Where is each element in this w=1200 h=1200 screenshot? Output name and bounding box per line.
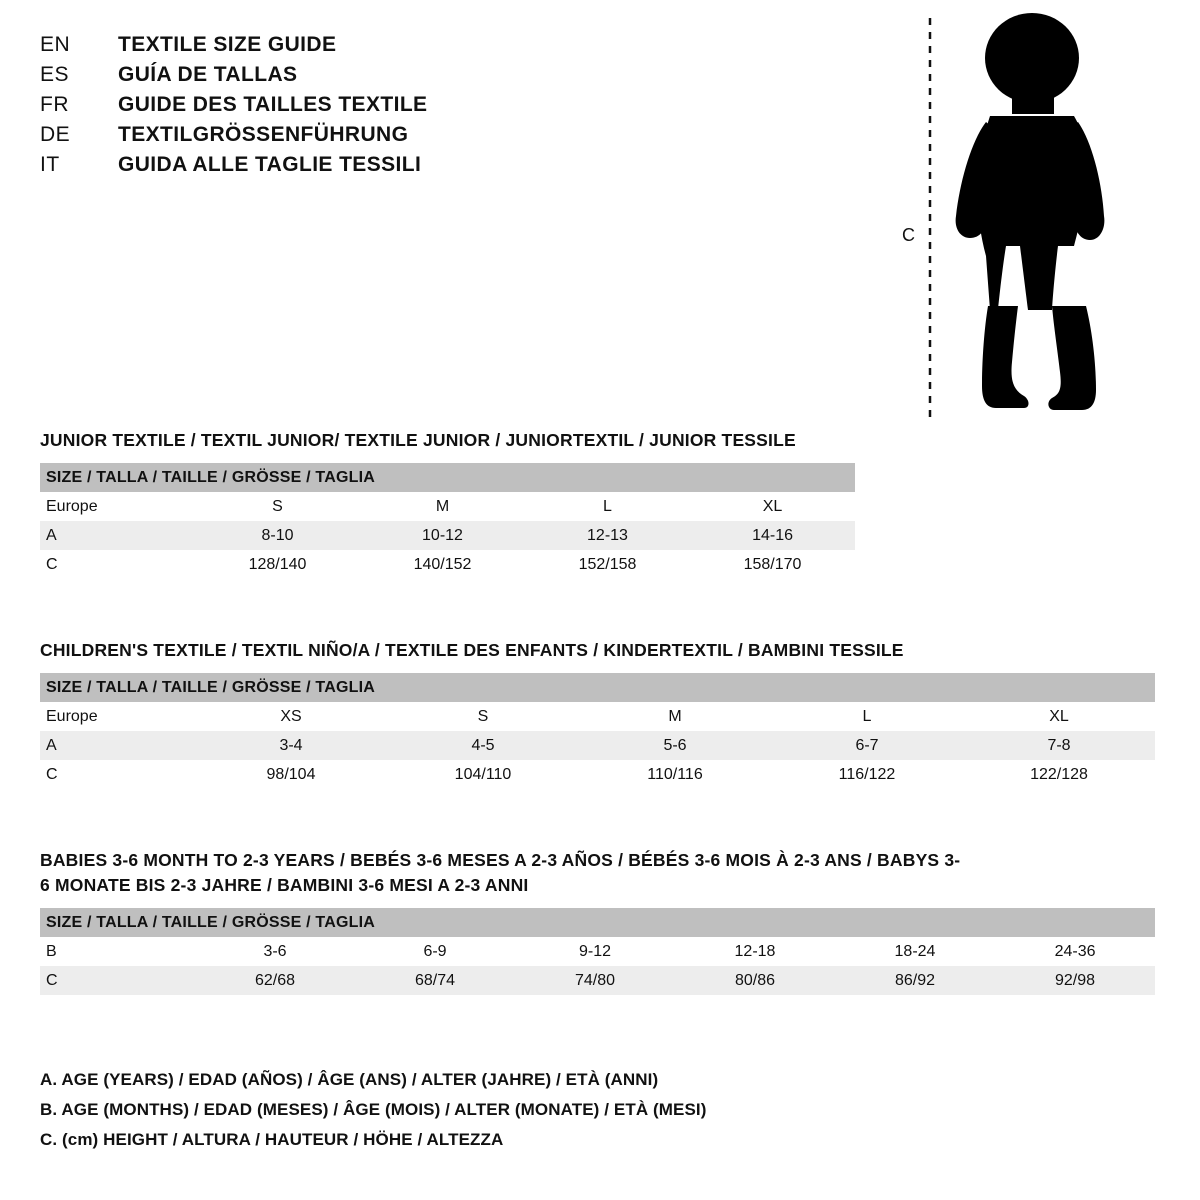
table-cell: S: [387, 702, 579, 731]
table-cell: 24-36: [995, 937, 1155, 966]
table-cell: 14-16: [690, 521, 855, 550]
silhouette-shape: [956, 13, 1105, 410]
table-cell: 18-24: [835, 937, 995, 966]
table-row: [40, 760, 1155, 789]
table-cell: 152/158: [525, 550, 690, 579]
language-title-fr: GUIDE DES TAILLES TEXTILE: [118, 93, 428, 116]
language-row: [40, 60, 640, 90]
section-babies: [40, 848, 1160, 995]
row-label: C: [40, 966, 195, 995]
language-code-it: IT: [40, 153, 60, 176]
language-code-de: DE: [40, 123, 71, 146]
section-children: [40, 638, 1160, 789]
legend-line-c: C. (cm) HEIGHT / ALTURA / HAUTEUR / HÖHE / ALTEZZA: [40, 1130, 504, 1149]
table-cell: L: [525, 492, 690, 521]
language-row: [40, 90, 640, 120]
table-header-band: [40, 908, 1155, 937]
table-cell: 104/110: [387, 760, 579, 789]
table-junior: [40, 463, 855, 579]
table-cell: 140/152: [360, 550, 525, 579]
table-cell: 128/140: [195, 550, 360, 579]
table-cell: XL: [690, 492, 855, 521]
section-title-children: CHILDREN'S TEXTILE / TEXTIL NIÑO/A / TEXTILE DES ENFANTS / KINDERTEXTIL / BAMBINI TESSILE: [40, 640, 904, 660]
figure-area: [902, 10, 1142, 430]
legend-line-b: B. AGE (MONTHS) / EDAD (MESES) / ÂGE (MOIS) / ALTER (MONATE) / ETÀ (MESI): [40, 1100, 707, 1119]
table-cell: 122/128: [963, 760, 1155, 789]
language-title-block: [40, 30, 640, 180]
size-band-label: SIZE / TALLA / TAILLE / GRÖSSE / TAGLIA: [40, 463, 855, 492]
table-cell: 68/74: [355, 966, 515, 995]
table-cell: 12-13: [525, 521, 690, 550]
table-children: [40, 673, 1155, 789]
table-babies: [40, 908, 1155, 995]
section-title-junior: JUNIOR TEXTILE / TEXTIL JUNIOR/ TEXTILE JUNIOR / JUNIORTEXTIL / JUNIOR TESSILE: [40, 430, 796, 450]
language-title-es: GUÍA DE TALLAS: [118, 63, 298, 86]
table-cell: M: [579, 702, 771, 731]
row-label: Europe: [40, 492, 195, 521]
table-cell: 12-18: [675, 937, 835, 966]
row-label: B: [40, 937, 195, 966]
section-title-babies: BABIES 3-6 MONTH TO 2-3 YEARS / BEBÉS 3-6 MESES A 2-3 AÑOS / BÉBÉS 3-6 MOIS À 2-3 ANS / BABYS 3-6 MONATE BIS 2-3 JAHRE / BAMBINI 3-6 MESI A 2-3 ANNI: [40, 850, 961, 895]
size-band-label: SIZE / TALLA / TAILLE / GRÖSSE / TAGLIA: [40, 673, 1155, 702]
height-marker-label: C: [902, 225, 915, 245]
table-cell: 86/92: [835, 966, 995, 995]
language-title-en: TEXTILE SIZE GUIDE: [118, 33, 337, 56]
table-header-band: [40, 463, 855, 492]
table-row: [40, 550, 855, 579]
language-row: [40, 120, 640, 150]
table-cell: XL: [963, 702, 1155, 731]
language-code-en: EN: [40, 33, 71, 56]
language-row: [40, 30, 640, 60]
language-code-es: ES: [40, 63, 70, 86]
table-cell: 10-12: [360, 521, 525, 550]
table-cell: 9-12: [515, 937, 675, 966]
language-title-de: TEXTILGRÖSSENFÜHRUNG: [118, 123, 409, 146]
section-junior: [40, 428, 1160, 579]
table-cell: 110/116: [579, 760, 771, 789]
row-label: C: [40, 550, 195, 579]
table-cell: S: [195, 492, 360, 521]
row-label: C: [40, 760, 195, 789]
table-cell: XS: [195, 702, 387, 731]
row-label: A: [40, 731, 195, 760]
table-cell: L: [771, 702, 963, 731]
legend-block: [40, 1065, 1160, 1155]
table-cell: 6-9: [355, 937, 515, 966]
table-cell: 5-6: [579, 731, 771, 760]
child-silhouette-icon: [902, 10, 1142, 430]
table-row: [40, 702, 1155, 731]
table-cell: 74/80: [515, 966, 675, 995]
language-row: [40, 150, 640, 180]
row-label: Europe: [40, 702, 195, 731]
legend-line-a: A. AGE (YEARS) / EDAD (AÑOS) / ÂGE (ANS) / ALTER (JAHRE) / ETÀ (ANNI): [40, 1070, 659, 1089]
table-row: [40, 492, 855, 521]
table-cell: 62/68: [195, 966, 355, 995]
table-cell: 98/104: [195, 760, 387, 789]
table-cell: 80/86: [675, 966, 835, 995]
table-cell: 158/170: [690, 550, 855, 579]
table-row: [40, 521, 855, 550]
table-cell: 3-6: [195, 937, 355, 966]
row-label: A: [40, 521, 195, 550]
table-cell: M: [360, 492, 525, 521]
table-cell: 3-4: [195, 731, 387, 760]
table-cell: 8-10: [195, 521, 360, 550]
table-cell: 4-5: [387, 731, 579, 760]
language-title-it: GUIDA ALLE TAGLIE TESSILI: [118, 153, 422, 176]
table-cell: 92/98: [995, 966, 1155, 995]
table-cell: 6-7: [771, 731, 963, 760]
table-row: [40, 966, 1155, 995]
table-header-band: [40, 673, 1155, 702]
table-row: [40, 937, 1155, 966]
language-code-fr: FR: [40, 93, 69, 116]
table-cell: 116/122: [771, 760, 963, 789]
size-band-label: SIZE / TALLA / TAILLE / GRÖSSE / TAGLIA: [40, 908, 1155, 937]
table-cell: 7-8: [963, 731, 1155, 760]
table-row: [40, 731, 1155, 760]
